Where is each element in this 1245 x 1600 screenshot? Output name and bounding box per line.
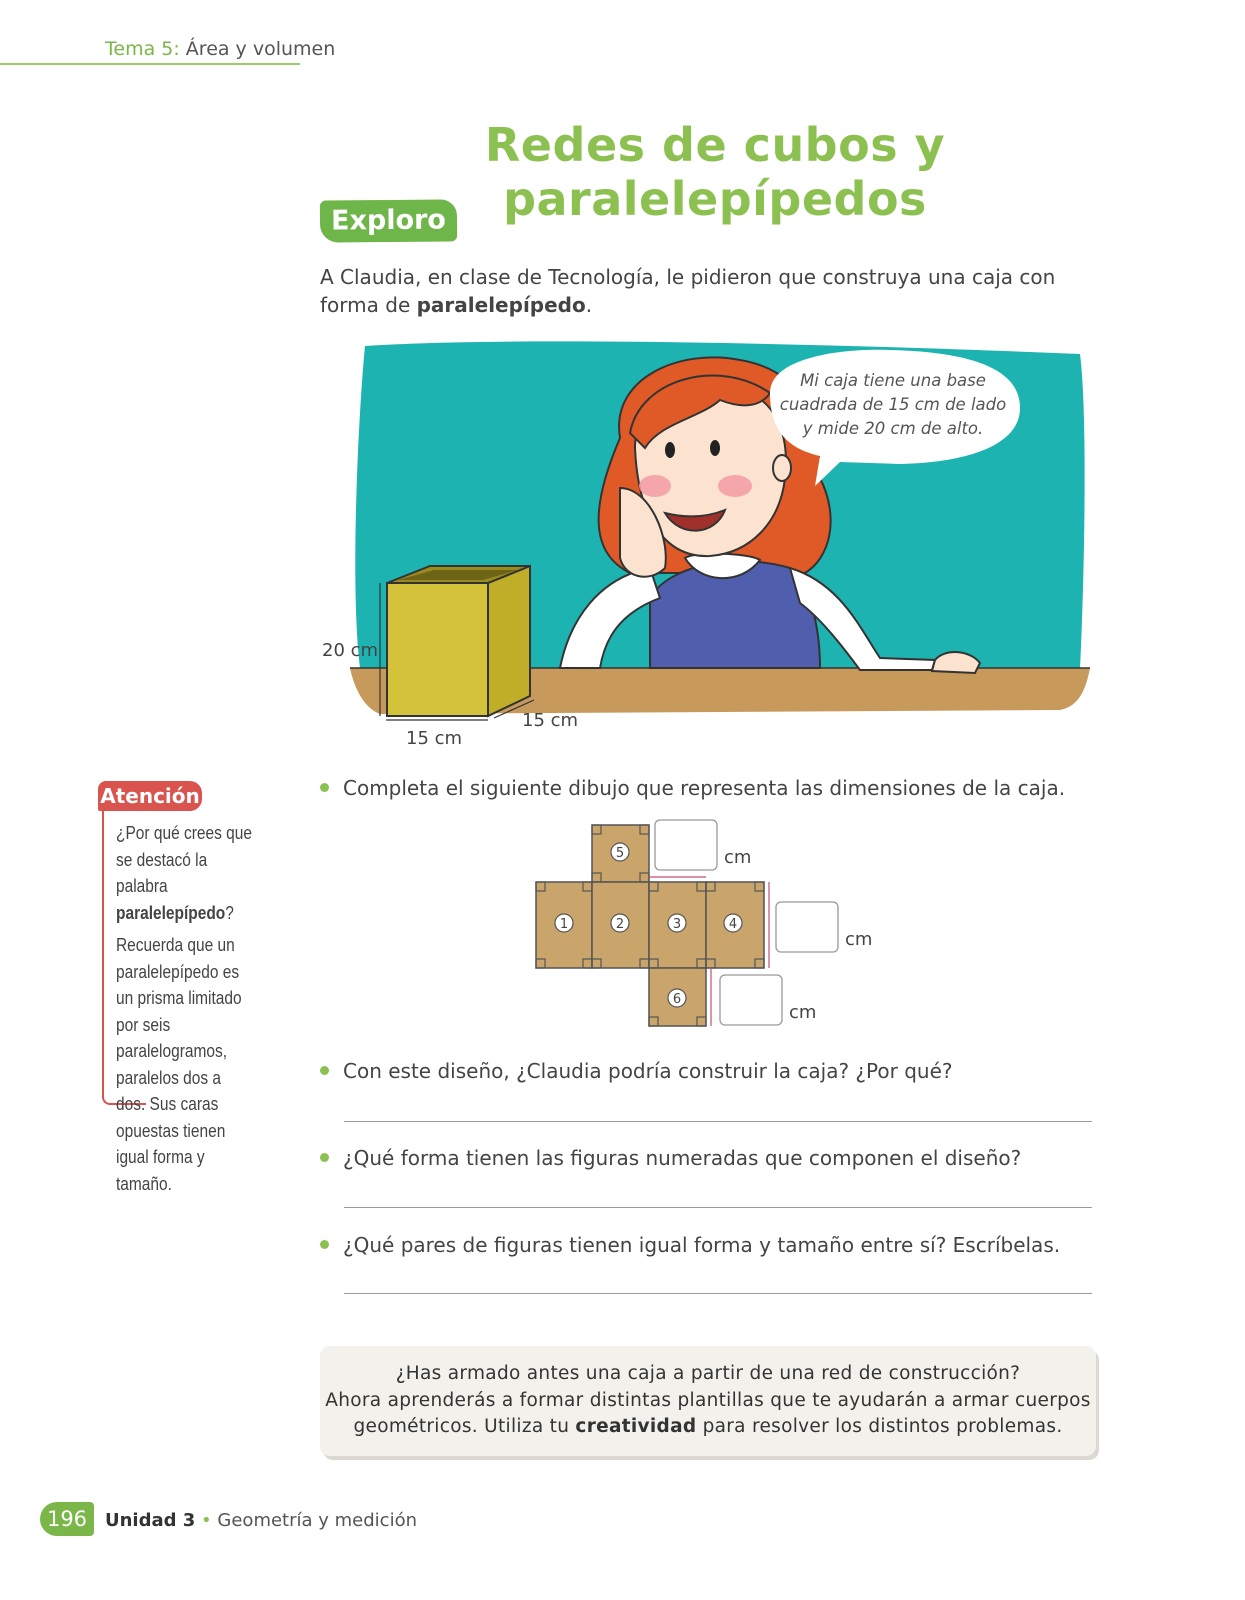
unit-label-right: cm [845,929,873,950]
box-net-diagram [530,815,890,1035]
answer-box-right[interactable] [776,902,838,952]
footer-separator: • [201,1510,212,1531]
face-number-5: 5 [615,846,625,861]
topic-number: Tema 5: [105,38,180,60]
attention-question: ¿Por qué crees que se destacó la palabra paralelepípedo? [116,823,252,923]
question-complete-drawing [320,776,1065,800]
footer-unit-name: Unidad 3 [105,1510,196,1531]
speech-line-2: cuadrada de 15 cm de lado [779,395,1007,414]
box-depth-label: 15 cm [522,710,579,731]
speech-line-1: Mi caja tiene una base [800,371,986,390]
closing-line-1: ¿Has armado antes una caja a partir de una red de construcción? [395,1363,1021,1384]
illustration-girl-with-box [320,338,1090,758]
question-equal-pairs [320,1233,1060,1257]
intro-paragraph [320,263,1080,319]
page-number: 196 [40,1502,94,1536]
closing-keyword: creatividad [575,1416,697,1437]
question-can-build [320,1059,953,1083]
bullet-dot [320,783,329,792]
answer-box-top[interactable] [655,820,717,870]
question-text: ¿Qué forma tienen las figuras numeradas que componen el diseño? [343,1146,1022,1170]
question-text: ¿Qué pares de figuras tienen igual forma y tamaño entre sí? Escríbelas. [343,1233,1061,1257]
topic-header [105,38,335,60]
answer-box-bottom[interactable] [720,975,782,1025]
bullet-dot [320,1153,329,1162]
answer-line[interactable] [344,1207,1092,1208]
cardboard-box [387,566,530,716]
page-title: Redes de cubos y paralelepípedos [484,118,946,226]
box-height-label: 20 cm [322,640,379,661]
answer-line[interactable] [344,1121,1092,1122]
unit-label-top: cm [724,847,752,868]
answer-line[interactable] [344,1293,1092,1294]
attention-explanation: Recuerda que un paralelepípedo es un prisma limitado por seis paralelogramos, paralelos dos a dos. Sus caras opuestas tienen igual forma y tamaño. [116,935,242,1194]
unit-label-bottom: cm [789,1002,817,1023]
intro-keyword: paralelepípedo [416,293,586,317]
attention-note [116,820,254,1197]
bullet-dot [320,1066,329,1075]
question-text: Completa el siguiente dibujo que representa las dimensiones de la caja. [343,776,1066,800]
intro-end: . [585,293,593,317]
bullet-dot [320,1240,329,1249]
box-width-label: 15 cm [406,728,463,749]
attention-tag: Atención [98,781,202,811]
speech-line-3: y mide 20 cm de alto. [802,419,984,438]
question-shape-of-figures [320,1146,1021,1170]
face-number-6: 6 [672,992,682,1007]
face-number-3: 3 [672,917,682,932]
face-number-1: 1 [559,917,569,932]
closing-line-2: Ahora aprenderás a formar distintas plantillas que te ayudarán a armar cuerpos geométricos. Utiliza tu creatividad para resolver los distintos problemas. [325,1389,1091,1437]
face-number-2: 2 [615,917,625,932]
closing-text [320,1361,1096,1441]
footer-subject: Geometría y medición [217,1510,417,1531]
question-text: Con este diseño, ¿Claudia podría construir la caja? ¿Por qué? [343,1059,953,1083]
topic-name: Área y volumen [185,38,336,60]
intro-text: A Claudia, en clase de Tecnología, le pidieron que construya una caja con forma de [320,265,1056,317]
footer-unit [105,1510,417,1531]
face-number-4: 4 [728,917,738,932]
header-underline [0,63,300,65]
section-tag-explore: Exploro [320,199,457,242]
